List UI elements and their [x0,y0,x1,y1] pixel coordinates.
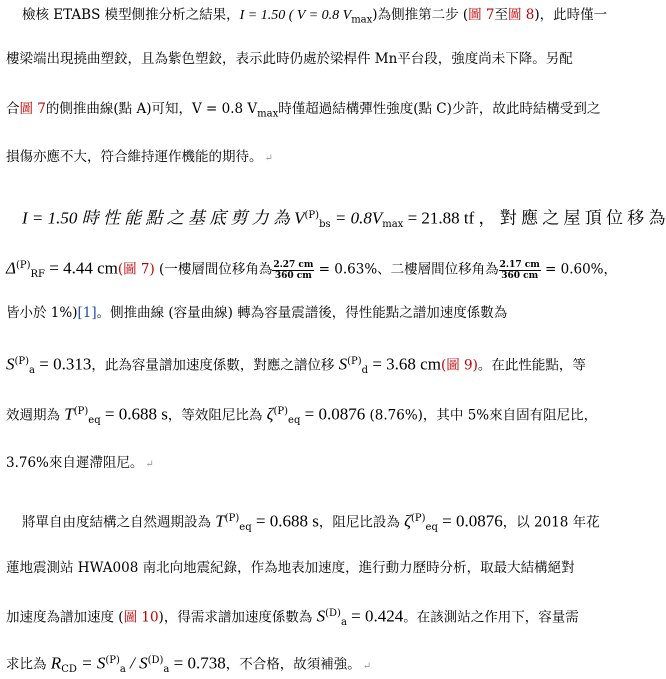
text: ，等效阻尼比為 [167,407,267,424]
fraction [272,260,314,281]
text: ，以 2018 年花 [502,514,600,531]
formula: / S [125,653,148,673]
fig10-link[interactable]: 圖 10 [123,609,159,626]
fig7-link[interactable]: 圖 7 [468,7,495,23]
var: S [338,354,348,374]
sub: max [382,219,404,231]
var: ζ [266,404,274,424]
p3-line4 [6,652,371,679]
sup: (P) [273,406,289,417]
text: 3.76%來自遲滯阻尼。 [6,455,144,471]
p2-line4 [6,353,586,380]
numerator: 2.27 cm [273,259,314,270]
sub: RF [30,269,45,281]
p3-line3 [6,605,579,632]
text: (一樓層間位移角為 [154,261,273,278]
var: Δ [6,258,16,278]
sub: a [29,365,35,377]
fig7-link[interactable]: 圖 7 [19,101,46,117]
text: 至 [494,7,509,23]
citation-link[interactable]: [1] [77,305,97,321]
p2-line6 [6,454,154,474]
text: 損傷亦應不大，符合維持運作機能的期待。 [6,149,263,165]
value: = 0.688 s [251,511,319,531]
sup: (P) [14,356,30,367]
text: 蓮地震測站 HWA008 南北向地震紀錄，作為地表加速度，進行動力歷時分析，取最大結構絕對 [6,560,575,576]
sub: max [351,14,373,26]
sup: (P) [304,210,320,221]
text: 。在此性能點，等 [477,357,586,374]
text: ，不合格，故須補強。 [225,656,361,673]
text: I = 1.50 時 性 能 點 之 基 底 剪 力 為 [22,208,295,228]
var: T [215,511,225,531]
sub: a [163,664,170,676]
p2-line2 [6,257,617,284]
fig9-link[interactable]: (圖 9) [440,357,478,374]
value: = 0.0876 [300,404,366,424]
var: V [294,208,305,228]
sup: (P) [347,356,362,367]
sub: bs [319,219,331,231]
value: = 3.68 cm [368,354,441,374]
fig7-link[interactable]: (圖 7) [117,261,155,278]
sub: eq [425,522,438,534]
sub: max [257,108,279,120]
value: = 0.0876 [437,511,503,531]
return-mark: ↵ [145,459,154,470]
return-mark: ↵ [264,153,273,164]
sub: CD [61,664,77,676]
var: R [50,653,62,673]
text: 。在該測站之作用下，容量需 [403,609,579,626]
sub: eq [239,522,252,534]
formula: = S [76,653,106,673]
sup: (P) [73,406,89,417]
text: 的側推曲線(點 A)可知，V = 0.8 V [45,101,258,117]
text: 求比為 [6,656,51,673]
text: 時僅超過結構彈性強度(點 C)少許，故此時結構受到之 [278,101,601,117]
denominator: 360 cm [501,270,539,281]
sup: (D) [147,655,164,666]
var: S [6,354,15,374]
p2-line1 [22,207,666,234]
sub: a [340,617,347,629]
text: 檢核 ETABS 模型側推分析之結果， [22,7,240,23]
text: = 0.63%、二樓層間位移角為 [314,261,499,278]
sub: eq [288,415,301,427]
text: 效週期為 [6,407,65,424]
text: = 0.60%， [540,261,618,278]
text: (8.76%)，其中 5%來自固有阻尼比， [365,407,598,424]
p1-line2 [6,50,573,68]
value: = 4.44 cm [44,258,118,278]
fraction [499,260,541,281]
return-mark: ↵ [362,660,372,672]
text: 樓梁端出現撓曲塑鉸，且為紫色塑鉸，表示此時仍處於梁桿件 Mn平台段，強度尚未下降。另配 [6,51,573,67]
text: )為側推第二步 ( [372,7,469,23]
p1-line1 [22,6,607,30]
var: ζ [404,511,412,531]
sub: d [361,365,369,377]
sub: a [119,664,126,676]
text: 合 [6,101,20,117]
p2-line5 [6,403,597,430]
formula: = 0.8V [330,208,383,228]
var: T [64,404,74,424]
sup: (P) [105,655,120,666]
p1-line4 [6,148,273,168]
text: 加速度為譜加速度 ( [6,609,124,626]
text: )，此時僅一 [534,7,608,23]
text: 將單自由度結構之自然週期設為 [22,514,216,531]
sup: (P) [411,513,426,524]
text: ，此為容量譜加速度係數，對應之譜位移 [91,357,339,374]
p2-line3 [6,304,507,322]
p1-line3 [6,100,600,124]
text: )，得需求譜加速度係數為 [158,609,317,626]
denominator: 360 cm [274,270,312,281]
fig8-link[interactable]: 圖 8 [508,7,535,23]
p3-line2 [6,559,575,577]
value: = 0.688 s [100,404,168,424]
numerator: 2.17 cm [499,259,540,270]
sub: eq [88,415,101,427]
sup: (P) [224,513,240,524]
value: = 0.313 [35,354,92,374]
formula-i-v: I = 1.50 ( V = 0.8 V [239,8,352,23]
text: 。側推曲線 (容量曲線) 轉為容量震譜後，得性能點之譜加速度係數為 [96,305,508,321]
sup: (P) [15,260,31,271]
text: 皆小於 1%) [6,305,78,321]
text: = 21.88 tf ， 對 應 之 屋 頂 位 移 為 [403,208,666,228]
p3-line1 [22,510,600,537]
value: = 0.424 [346,606,404,626]
value: = 0.738 [169,653,226,673]
var: S [316,606,326,626]
text: ，阻尼比設為 [318,514,405,531]
sup: (D) [325,608,341,619]
